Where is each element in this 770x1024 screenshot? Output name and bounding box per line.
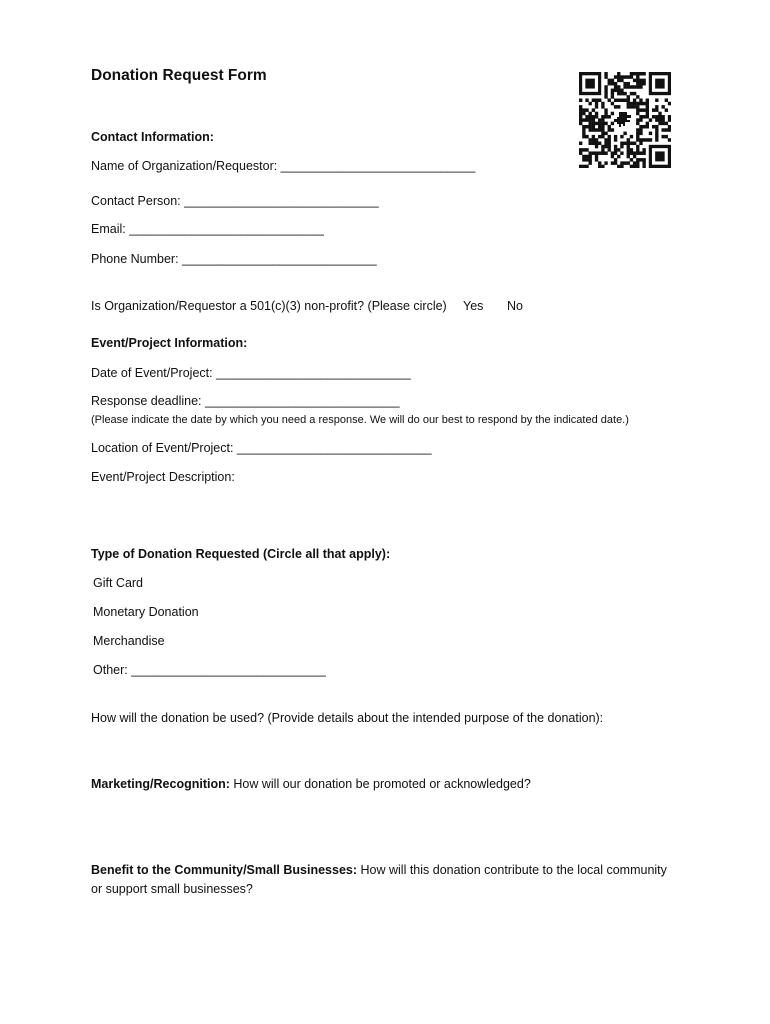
page-title: Donation Request Form (91, 67, 267, 84)
deadline-note: (Please indicate the date by which you need a response. We will do our best to respond by the indicated date.) (91, 414, 629, 426)
benefit-question (91, 862, 667, 878)
response-deadline-field[interactable]: Response deadline: ____________________________ (91, 394, 400, 408)
event-location-field[interactable]: Location of Event/Project: ____________________________ (91, 441, 432, 455)
donation-type-heading: Type of Donation Requested (Circle all that apply): (91, 547, 391, 561)
org-name-field[interactable]: Name of Organization/Requestor: ____________________________ (91, 159, 476, 173)
contact-person-field[interactable]: Contact Person: ____________________________ (91, 194, 379, 208)
qr-code-icon (579, 72, 671, 168)
nonprofit-no-option[interactable]: No (507, 299, 523, 313)
nonprofit-yes-option[interactable]: Yes (463, 299, 484, 313)
marketing-label: Marketing/Recognition: (91, 777, 230, 791)
contact-heading: Contact Information: (91, 130, 214, 144)
donation-type-option[interactable]: Monetary Donation (93, 605, 199, 619)
nonprofit-question (91, 298, 447, 314)
benefit-question-text: How will this donation contribute to the local community (357, 863, 667, 877)
email-field[interactable]: Email: ____________________________ (91, 222, 324, 236)
marketing-question (91, 776, 531, 792)
event-heading: Event/Project Information: (91, 336, 248, 350)
phone-field[interactable]: Phone Number: ____________________________ (91, 252, 377, 266)
nonprofit-question-text: Is Organization/Requestor a 501(c)(3) non-profit? (Please circle) (91, 299, 447, 313)
marketing-question-text: How will our donation be promoted or acknowledged? (229, 777, 531, 791)
donation-type-option[interactable]: Gift Card (93, 576, 144, 590)
event-date-field[interactable]: Date of Event/Project: ____________________________ (91, 366, 411, 380)
usage-question: How will the donation be used? (Provide details about the intended purpose of the donation): (91, 711, 604, 725)
donation-type-option[interactable]: Merchandise (93, 634, 165, 648)
dinosaur-icon (614, 112, 631, 127)
event-description-label: Event/Project Description: (91, 470, 235, 484)
benefit-label: Benefit to the Community/Small Businesses: (91, 863, 358, 877)
donation-type-option[interactable]: Other: ____________________________ (93, 663, 326, 677)
benefit-question-continued: or support small businesses? (91, 882, 253, 896)
